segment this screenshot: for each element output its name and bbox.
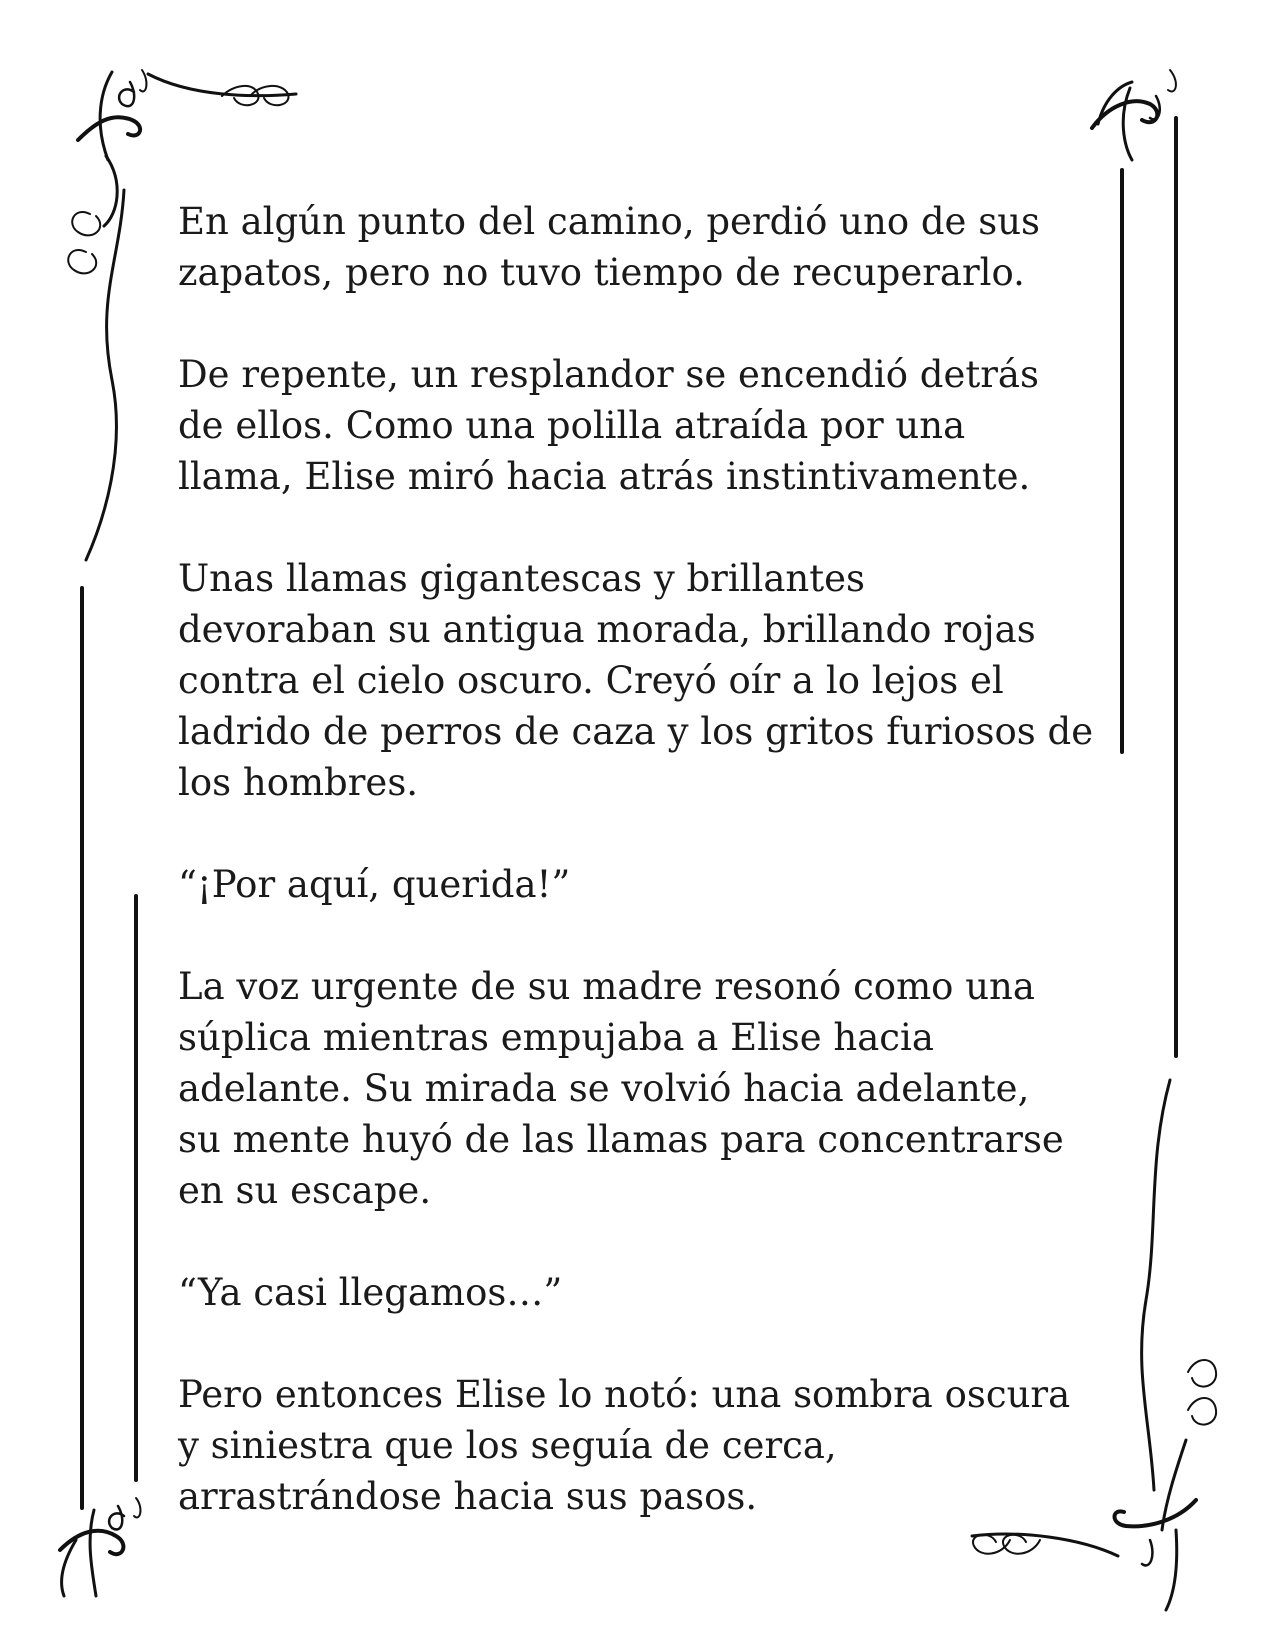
dialogue-almost-there: “Ya casi llegamos…” bbox=[178, 1271, 563, 1314]
paragraph-flames: Unas llamas gigantescas y brillantes devoraban su antigua morada, brillando rojas contra el cielo oscuro. Creyó oír a lo lejos el ladrido de perros de caza y los gritos furiosos de los hombres. bbox=[178, 557, 1094, 804]
paragraph-mother-voice: La voz urgente de su madre resonó como una súplica mientras empujaba a Elise hacia adelante. Su mirada se volvió hacia adelante, su mente huyó de las llamas para concentrarse en su escape. bbox=[178, 965, 1064, 1212]
dialogue-this-way: “¡Por aquí, querida!” bbox=[178, 863, 571, 906]
story-text bbox=[178, 196, 1128, 1522]
bottom-left-flourish bbox=[60, 1498, 140, 1596]
paragraph-lost-shoe: En algún punto del camino, perdió uno de sus zapatos, pero no tuvo tiempo de recuperarlo. bbox=[178, 200, 1041, 294]
paragraph-glow-behind: De repente, un resplandor se encendió detrás de ellos. Como una polilla atraída por una llama, Elise miró hacia atrás instintivamente. bbox=[178, 353, 1039, 498]
paragraph-dark-shadow: Pero entonces Elise lo notó: una sombra oscura y siniestra que los seguía de cerca, arrastrándose hacia sus pasos. bbox=[178, 1373, 1071, 1518]
